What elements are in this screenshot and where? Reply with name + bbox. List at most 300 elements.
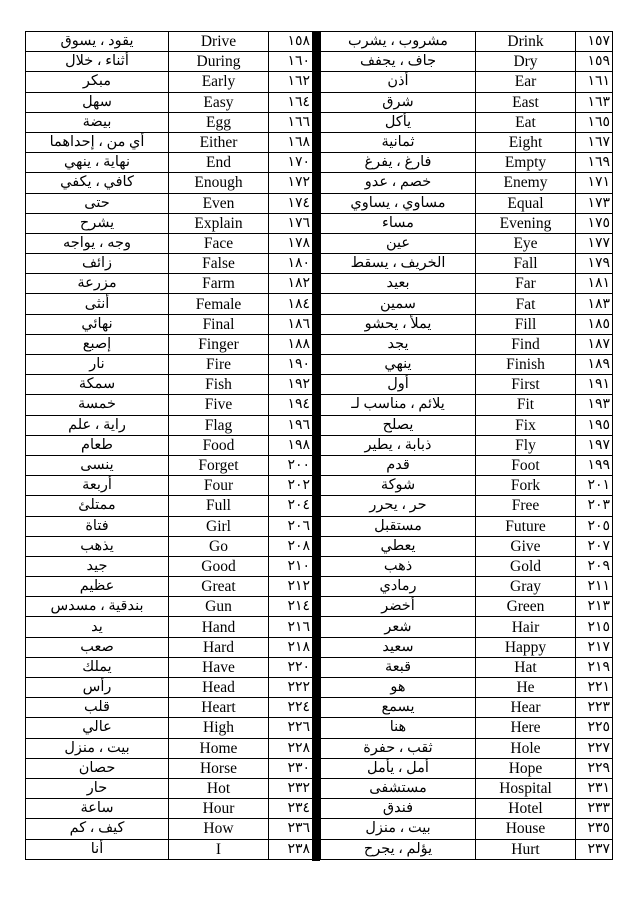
number-cell: ١٧٧ [576, 233, 613, 253]
arabic-cell: جيد [26, 556, 169, 576]
english-cell: First [476, 375, 576, 395]
english-cell: Free [476, 496, 576, 516]
english-cell: Fly [476, 435, 576, 455]
table-row [321, 132, 613, 152]
table-row [321, 355, 613, 375]
arabic-cell: رمادي [321, 577, 476, 597]
arabic-cell: عظيم [26, 577, 169, 597]
arabic-cell: نهائي [26, 314, 169, 334]
english-cell: Hot [169, 778, 269, 798]
table-row [26, 314, 313, 334]
number-cell: ٢٢٣ [576, 698, 613, 718]
table-row [26, 778, 313, 798]
arabic-cell: خمسة [26, 395, 169, 415]
arabic-cell: ثقب ، حفرة [321, 738, 476, 758]
arabic-cell: يد [26, 617, 169, 637]
table-row [26, 72, 313, 92]
table-row [26, 516, 313, 536]
number-cell: ٢١٥ [576, 617, 613, 637]
number-cell: ١٨٤ [269, 294, 313, 314]
number-cell: ١٥٧ [576, 32, 613, 52]
english-cell: Hotel [476, 799, 576, 819]
arabic-cell: أذن [321, 72, 476, 92]
english-cell: Empty [476, 153, 576, 173]
arabic-cell: شرق [321, 92, 476, 112]
table-row [26, 496, 313, 516]
english-cell: Far [476, 274, 576, 294]
english-cell: Fit [476, 395, 576, 415]
table-row [26, 213, 313, 233]
table-row [321, 455, 613, 475]
table-row [321, 758, 613, 778]
arabic-cell: كيف ، كم [26, 819, 169, 839]
arabic-cell: زائف [26, 254, 169, 274]
arabic-cell: شوكة [321, 476, 476, 496]
number-cell: ١٦١ [576, 72, 613, 92]
arabic-cell: أنثى [26, 294, 169, 314]
number-cell: ٢٠٢ [269, 476, 313, 496]
english-cell: Go [169, 536, 269, 556]
arabic-cell: أي من ، إحداهما [26, 132, 169, 152]
number-cell: ١٩٥ [576, 415, 613, 435]
number-cell: ١٦٢ [269, 72, 313, 92]
english-cell: Foot [476, 455, 576, 475]
arabic-cell: سمين [321, 294, 476, 314]
arabic-cell: سعيد [321, 637, 476, 657]
number-cell: ٢٣٤ [269, 799, 313, 819]
number-cell: ١٦٨ [269, 132, 313, 152]
english-cell: East [476, 92, 576, 112]
number-cell: ٢٢٠ [269, 657, 313, 677]
arabic-cell: ساعة [26, 799, 169, 819]
english-cell: Hair [476, 617, 576, 637]
table-row [26, 678, 313, 698]
table-row [321, 274, 613, 294]
english-cell: Future [476, 516, 576, 536]
english-cell: Five [169, 395, 269, 415]
table-row [26, 536, 313, 556]
table-row [26, 597, 313, 617]
arabic-cell: خصم ، عدو [321, 173, 476, 193]
number-cell: ١٩٢ [269, 375, 313, 395]
table-row [321, 617, 613, 637]
arabic-cell: نار [26, 355, 169, 375]
english-cell: Drink [476, 32, 576, 52]
arabic-cell: مبكر [26, 72, 169, 92]
number-cell: ٢١٠ [269, 556, 313, 576]
table-row [321, 819, 613, 839]
table-row [321, 334, 613, 354]
table-row [321, 153, 613, 173]
english-cell: Fat [476, 294, 576, 314]
english-cell: Hospital [476, 778, 576, 798]
table-row [321, 314, 613, 334]
english-cell: Early [169, 72, 269, 92]
arabic-cell: ذبابة ، يطير [321, 435, 476, 455]
table-row [26, 395, 313, 415]
arabic-cell: فندق [321, 799, 476, 819]
number-cell: ٢٠٨ [269, 536, 313, 556]
english-cell: Eat [476, 112, 576, 132]
english-cell: Flag [169, 415, 269, 435]
english-cell: Ear [476, 72, 576, 92]
number-cell: ٢١١ [576, 577, 613, 597]
number-cell: ١٥٨ [269, 32, 313, 52]
table-row [321, 254, 613, 274]
table-row [321, 496, 613, 516]
english-cell: I [169, 839, 269, 859]
english-cell: House [476, 819, 576, 839]
arabic-cell: يؤلم ، يجرح [321, 839, 476, 859]
english-cell: Good [169, 556, 269, 576]
arabic-cell: يجد [321, 334, 476, 354]
number-cell: ١٨٨ [269, 334, 313, 354]
number-cell: ١٧٨ [269, 233, 313, 253]
number-cell: ١٩٨ [269, 435, 313, 455]
arabic-cell: صعب [26, 637, 169, 657]
table-row [321, 395, 613, 415]
number-cell: ١٧١ [576, 173, 613, 193]
number-cell: ٢٢٤ [269, 698, 313, 718]
english-cell: During [169, 52, 269, 72]
arabic-cell: ينهي [321, 355, 476, 375]
arabic-cell: يقود ، يسوق [26, 32, 169, 52]
number-cell: ١٩٩ [576, 455, 613, 475]
english-cell: Find [476, 334, 576, 354]
table-row [321, 375, 613, 395]
arabic-cell: يصلح [321, 415, 476, 435]
english-cell: Horse [169, 758, 269, 778]
arabic-cell: مساوي ، يساوي [321, 193, 476, 213]
english-cell: Eye [476, 233, 576, 253]
number-cell: ١٥٩ [576, 52, 613, 72]
table-row [26, 233, 313, 253]
table-row [321, 213, 613, 233]
english-cell: Eight [476, 132, 576, 152]
english-cell: He [476, 678, 576, 698]
english-cell: Equal [476, 193, 576, 213]
arabic-cell: أنا [26, 839, 169, 859]
table-row [26, 112, 313, 132]
table-row [321, 52, 613, 72]
table-row [321, 536, 613, 556]
table-row [26, 698, 313, 718]
table-row [26, 153, 313, 173]
arabic-cell: هو [321, 678, 476, 698]
english-cell: Hat [476, 657, 576, 677]
table-row [26, 839, 313, 859]
table-row [321, 718, 613, 738]
number-cell: ٢٢٦ [269, 718, 313, 738]
vocab-table-right [320, 31, 613, 860]
english-cell: Hear [476, 698, 576, 718]
table-row [321, 738, 613, 758]
number-cell: ٢٠٥ [576, 516, 613, 536]
number-cell: ٢٢٩ [576, 758, 613, 778]
english-cell: Great [169, 577, 269, 597]
table-row [321, 294, 613, 314]
english-cell: Have [169, 657, 269, 677]
arabic-cell: فتاة [26, 516, 169, 536]
arabic-cell: طعام [26, 435, 169, 455]
arabic-cell: حار [26, 778, 169, 798]
arabic-cell: عين [321, 233, 476, 253]
arabic-cell: الخريف ، يسقط [321, 254, 476, 274]
english-cell: Fall [476, 254, 576, 274]
number-cell: ٢١٢ [269, 577, 313, 597]
number-cell: ١٨٦ [269, 314, 313, 334]
number-cell: ١٩٧ [576, 435, 613, 455]
english-cell: Finish [476, 355, 576, 375]
table-row [321, 839, 613, 859]
number-cell: ٢٣٦ [269, 819, 313, 839]
number-cell: ٢١٣ [576, 597, 613, 617]
number-cell: ٢٣٢ [269, 778, 313, 798]
arabic-cell: يملأ ، يحشو [321, 314, 476, 334]
table-row [321, 435, 613, 455]
arabic-cell: مشروب ، يشرب [321, 32, 476, 52]
english-cell: How [169, 819, 269, 839]
number-cell: ٢٣٨ [269, 839, 313, 859]
arabic-cell: إصبع [26, 334, 169, 354]
number-cell: ٢٢٧ [576, 738, 613, 758]
english-cell: Full [169, 496, 269, 516]
english-cell: Give [476, 536, 576, 556]
number-cell: ١٨٥ [576, 314, 613, 334]
arabic-cell: وجه ، يواجه [26, 233, 169, 253]
english-cell: Female [169, 294, 269, 314]
english-cell: High [169, 718, 269, 738]
table-row [26, 32, 313, 52]
table-row [26, 274, 313, 294]
arabic-cell: جاف ، يجفف [321, 52, 476, 72]
arabic-cell: ذهب [321, 556, 476, 576]
arabic-cell: حصان [26, 758, 169, 778]
number-cell: ٢١٤ [269, 597, 313, 617]
english-cell: Here [476, 718, 576, 738]
table-row [321, 778, 613, 798]
table-row [321, 112, 613, 132]
arabic-cell: يذهب [26, 536, 169, 556]
number-cell: ٢٠١ [576, 476, 613, 496]
number-cell: ٢٠٠ [269, 455, 313, 475]
table-row [321, 799, 613, 819]
table-row [26, 577, 313, 597]
number-cell: ٢١٦ [269, 617, 313, 637]
arabic-cell: قبعة [321, 657, 476, 677]
arabic-cell: عالي [26, 718, 169, 738]
english-cell: Farm [169, 274, 269, 294]
english-cell: Green [476, 597, 576, 617]
english-cell: Heart [169, 698, 269, 718]
number-cell: ١٦٧ [576, 132, 613, 152]
arabic-cell: راية ، علم [26, 415, 169, 435]
arabic-cell: أربعة [26, 476, 169, 496]
number-cell: ١٦٦ [269, 112, 313, 132]
number-cell: ١٧٠ [269, 153, 313, 173]
arabic-cell: شعر [321, 617, 476, 637]
arabic-cell: بيضة [26, 112, 169, 132]
table-row [26, 375, 313, 395]
number-cell: ٢٣٠ [269, 758, 313, 778]
english-cell: Fork [476, 476, 576, 496]
arabic-cell: بيت ، منزل [26, 738, 169, 758]
number-cell: ١٨٢ [269, 274, 313, 294]
number-cell: ٢٣١ [576, 778, 613, 798]
arabic-cell: هنا [321, 718, 476, 738]
arabic-cell: قدم [321, 455, 476, 475]
english-cell: Hard [169, 637, 269, 657]
arabic-cell: نهاية ، ينهي [26, 153, 169, 173]
table-row [321, 657, 613, 677]
arabic-cell: أمل ، يأمل [321, 758, 476, 778]
english-cell: Enemy [476, 173, 576, 193]
arabic-cell: ينسى [26, 455, 169, 475]
table-row [26, 819, 313, 839]
arabic-cell: قلب [26, 698, 169, 718]
english-cell: False [169, 254, 269, 274]
english-cell: Drive [169, 32, 269, 52]
vocab-table-left [25, 31, 313, 860]
table-row [26, 254, 313, 274]
table-row [321, 698, 613, 718]
english-cell: Food [169, 435, 269, 455]
table-row [26, 173, 313, 193]
arabic-cell: مزرعة [26, 274, 169, 294]
english-cell: Gold [476, 556, 576, 576]
arabic-cell: حر ، يحرر [321, 496, 476, 516]
arabic-cell: ثمانية [321, 132, 476, 152]
english-cell: Girl [169, 516, 269, 536]
english-cell: Four [169, 476, 269, 496]
number-cell: ١٧٣ [576, 193, 613, 213]
number-cell: ٢٢١ [576, 678, 613, 698]
table-row [321, 577, 613, 597]
english-cell: Explain [169, 213, 269, 233]
table-row [26, 637, 313, 657]
table-row [26, 193, 313, 213]
arabic-cell: أثناء ، خلال [26, 52, 169, 72]
english-cell: Even [169, 193, 269, 213]
number-cell: ١٨٣ [576, 294, 613, 314]
number-cell: ٢٣٣ [576, 799, 613, 819]
english-cell: Face [169, 233, 269, 253]
number-cell: ٢١٨ [269, 637, 313, 657]
number-cell: ٢٠٧ [576, 536, 613, 556]
number-cell: ٢٠٦ [269, 516, 313, 536]
number-cell: ١٦٠ [269, 52, 313, 72]
table-row [26, 355, 313, 375]
table-row [26, 758, 313, 778]
table-row [26, 52, 313, 72]
table-row [321, 72, 613, 92]
english-cell: Finger [169, 334, 269, 354]
number-cell: ١٩٣ [576, 395, 613, 415]
number-cell: ١٦٣ [576, 92, 613, 112]
arabic-cell: أخضر [321, 597, 476, 617]
english-cell: Hour [169, 799, 269, 819]
table-row [26, 334, 313, 354]
number-cell: ١٦٩ [576, 153, 613, 173]
table-row [321, 92, 613, 112]
arabic-cell: فارغ ، يفرغ [321, 153, 476, 173]
arabic-cell: مستشفى [321, 778, 476, 798]
table-row [321, 173, 613, 193]
english-cell: Happy [476, 637, 576, 657]
english-cell: End [169, 153, 269, 173]
table-row [321, 415, 613, 435]
table-row [321, 678, 613, 698]
arabic-cell: أول [321, 375, 476, 395]
table-row [26, 455, 313, 475]
table-row [26, 294, 313, 314]
english-cell: Egg [169, 112, 269, 132]
number-cell: ١٦٤ [269, 92, 313, 112]
table-row [321, 516, 613, 536]
number-cell: ١٧٩ [576, 254, 613, 274]
arabic-cell: كافي ، يكفي [26, 173, 169, 193]
table-row [26, 738, 313, 758]
table-row [321, 637, 613, 657]
number-cell: ١٨٧ [576, 334, 613, 354]
number-cell: ١٩٠ [269, 355, 313, 375]
table-row [26, 92, 313, 112]
table-row [26, 617, 313, 637]
arabic-cell: يلائم ، مناسب لـ [321, 395, 476, 415]
number-cell: ٢٠٣ [576, 496, 613, 516]
number-cell: ١٧٦ [269, 213, 313, 233]
number-cell: ٢٢٥ [576, 718, 613, 738]
english-cell: Hope [476, 758, 576, 778]
table-row [321, 556, 613, 576]
column-divider [312, 31, 320, 861]
table-row [26, 435, 313, 455]
number-cell: ٢٠٩ [576, 556, 613, 576]
english-cell: Fire [169, 355, 269, 375]
english-cell: Easy [169, 92, 269, 112]
english-cell: Home [169, 738, 269, 758]
arabic-cell: رأس [26, 678, 169, 698]
number-cell: ٢٣٧ [576, 839, 613, 859]
table-row [26, 132, 313, 152]
arabic-cell: يأكل [321, 112, 476, 132]
table-row [321, 476, 613, 496]
number-cell: ٢٢٨ [269, 738, 313, 758]
table-row [26, 415, 313, 435]
arabic-cell: سمكة [26, 375, 169, 395]
english-cell: Either [169, 132, 269, 152]
table-row [321, 193, 613, 213]
english-cell: Enough [169, 173, 269, 193]
english-cell: Gun [169, 597, 269, 617]
table-row [26, 657, 313, 677]
arabic-cell: مساء [321, 213, 476, 233]
english-cell: Head [169, 678, 269, 698]
number-cell: ٢١٩ [576, 657, 613, 677]
number-cell: ١٧٤ [269, 193, 313, 213]
english-cell: Hole [476, 738, 576, 758]
english-cell: Final [169, 314, 269, 334]
number-cell: ١٨١ [576, 274, 613, 294]
number-cell: ٢٣٥ [576, 819, 613, 839]
number-cell: ١٧٢ [269, 173, 313, 193]
english-cell: Fix [476, 415, 576, 435]
number-cell: ١٨٩ [576, 355, 613, 375]
number-cell: ١٩٦ [269, 415, 313, 435]
table-row [26, 799, 313, 819]
english-cell: Hurt [476, 839, 576, 859]
table-row [321, 32, 613, 52]
